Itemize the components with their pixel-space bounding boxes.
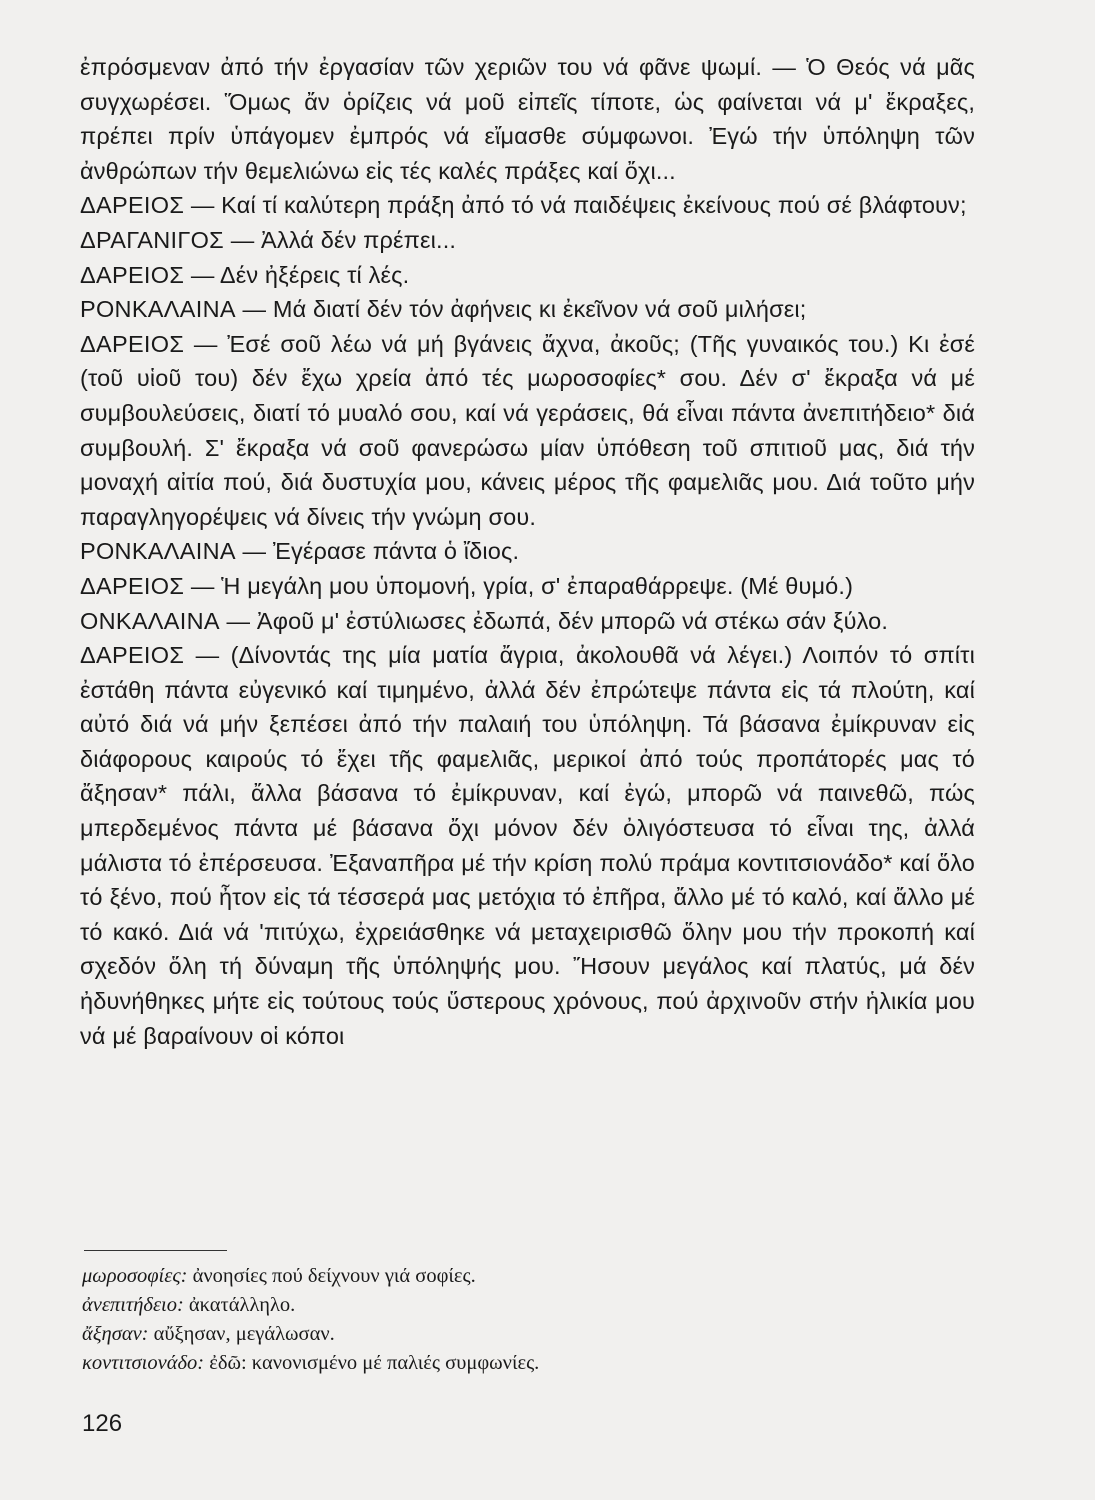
footnote <box>82 1320 962 1349</box>
footnote-divider <box>84 1250 227 1251</box>
paragraph-text: — Ἐγέρασε πάντα ὁ ἴδιος. <box>242 538 520 565</box>
paragraph-text: — Ἀφοῦ μ' ἐστύλιωσες ἐδωπά, δέν μπορῶ νά στέκω σάν ξύλο. <box>226 607 889 634</box>
footnote-term: ἄξησαν: <box>82 1323 149 1345</box>
footnote-definition: ἀκατάλληλο. <box>188 1294 296 1316</box>
footnote-definition: αὔξησαν, μεγάλωσαν. <box>153 1323 335 1345</box>
paragraph <box>80 604 975 639</box>
speaker-name: ΔΑΡΕΙΟΣ <box>80 261 185 288</box>
footnote <box>82 1349 962 1378</box>
paragraph-text: — Καί τί καλύτερη πράξη ἀπό τό νά παιδέψεις ἐκείνους πού σέ βλάφτουν; <box>190 192 967 219</box>
speaker-name: ΟΝΚΑΛΑΙΝΑ <box>80 607 220 634</box>
paragraph-text: ἐπρόσμεναν ἀπό τήν ἐργασίαν τῶν χεριῶν του νά φᾶνε ψωμί. — Ὁ Θεός νά μᾶς συγχωρέσει. Ὅμως ἄν ὁρίζεις νά μοῦ εἰπεῖς τίποτε, ὡς φαίνεται νά μ' ἔκραξες, πρέπει πρίν ὑπάγομεν ἐμπρός νά εἴμασθε σύμφωνοι. Ἐγώ τήν ὑπόληψη τῶν ἀνθρώπων τήν θεμελιώνω εἰς τές καλές πράξες καί ὄχι... <box>80 54 975 184</box>
paragraph <box>80 258 975 293</box>
footnote <box>82 1291 962 1320</box>
footnote-definition: ἐδῶ: κανονισμένο μέ παλιές συμφωνίες. <box>209 1352 540 1374</box>
page-number: 126 <box>82 1410 123 1437</box>
speaker-name: ΔΑΡΕΙΟΣ <box>80 642 185 669</box>
paragraph-text: — Ἡ μεγάλη μου ὑπομονή, γρία, σ' ἐπαραθάρρεψε. (Μέ θυμό.) <box>190 572 854 599</box>
paragraph <box>80 569 975 604</box>
play-text <box>80 50 975 1053</box>
paragraph-text: — Ἀλλά δέν πρέπει... <box>230 226 457 253</box>
footnotes <box>82 1262 962 1378</box>
speaker-name: ΔΡΑΓΑΝΙΓΟΣ <box>80 226 225 253</box>
paragraph-text: — Μά διατί δέν τόν ἀφήνεις κι ἐκεῖνον νά σοῦ μιλήσει; <box>242 296 807 323</box>
paragraph-text: — Ἐσέ σοῦ λέω νά μή βγάνεις ἄχνα, ἀκοῦς; (Τῆς γυναικός του.) Κι ἐσέ (τοῦ υἱοῦ του) δέν ἔχω χρεία ἀπό τές μωροσοφίες* σου. Δέν σ' ἔκραξα νά μέ συμβουλεύσεις, διατί τό μυαλό σου, καί νά γεράσεις, θά εἶναι πάντα ἀνεπιτήδειο* διά συμβουλή. Σ' ἔκραξα νά σοῦ φανερώσω μίαν ὑπόθεση τοῦ σπιτιοῦ μας, διά τήν μοναχή αἰτία πού, διά δυστυχία μου, κάνεις μέρος τῆς φαμελιᾶς μου. Διά τοῦτο μήν παραγληγορέψεις νά δίνεις τήν γνώμη σου. <box>80 330 975 530</box>
paragraph <box>80 292 975 327</box>
footnote-term: κοντιτσιονάδο: <box>82 1352 205 1374</box>
footnote-definition: ἀνοησίες πού δείχνουν γιά σοφίες. <box>192 1265 476 1287</box>
speaker-name: ΔΑΡΕΙΟΣ <box>80 330 185 357</box>
speaker-name: ΡΟΝΚΑΛΑΙΝΑ <box>80 538 236 565</box>
footnote <box>82 1262 962 1291</box>
paragraph <box>80 223 975 258</box>
footnote-term: ἀνεπιτήδειο: <box>82 1294 184 1316</box>
speaker-name: ΔΑΡΕΙΟΣ <box>80 572 185 599</box>
paragraph <box>80 638 975 1053</box>
speaker-name: ΡΟΝΚΑΛΑΙΝΑ <box>80 296 236 323</box>
paragraph <box>80 534 975 569</box>
footnote-term: μωροσοφίες: <box>82 1265 188 1287</box>
speaker-name: ΔΑΡΕΙΟΣ <box>80 192 185 219</box>
paragraph <box>80 188 975 223</box>
paragraph-text: — (Δίνοντάς της μία ματία ἄγρια, ἀκολουθᾶ νά λέγει.) Λοιπόν τό σπίτι ἐστάθη πάντα εὐγενικό καί τιμημένο, ἀλλά δέν ἐπρώτεψε πάντα εἰς τά πλούτη, καί αὐτό διά νά μήν ξεπέσει ἀπό τήν παλαιή του ὑπόληψη. Τά βάσανα ἐμίκρυναν εἰς διάφορους καιρούς τό ἔχει τῆς φαμελιᾶς, μερικοί ἀπό τούς προπάτορές μας τό ἄξησαν* πάλι, ἄλλα βάσανα τό ἐμίκρυναν, καί ἐγώ, μπορῶ νά παινεθῶ, πώς μπερδεμένος πάντα μέ βάσανα ὄχι μόνον δέν ὀλιγόστευσα τό εἶναι της, ἀλλά μάλιστα τό ἐπέρσευσα. Ἐξαναπῆρα μέ τήν κρίση πολύ πράμα κοντιτσιονάδο* καί ὅλο τό ξένο, πού ἦτον εἰς τά τέσσερά μας μετόχια τό ἐπῆρα, ἄλλο μέ τό καλό, καί ἄλλο μέ τό κακό. Διά νά 'πιτύχω, ἐχρειάσθηκε νά μεταχειρισθῶ ὅλην μου τήν προκοπή καί σχεδόν ὅλη τή δύναμη τῆς ὑπόληψής μου. Ἤσουν μεγάλος καί πλατύς, μά δέν ἠδυνήθηκες μήτε εἰς τούτους τούς ὕστερους χρόνους, πού ἀρχινοῦν στήν ἡλικία μου νά μέ βαραίνουν οἱ κόποι <box>80 642 975 1049</box>
paragraph <box>80 50 975 188</box>
paragraph <box>80 327 975 535</box>
paragraph-text: — Δέν ἠξέρεις τί λές. <box>190 261 410 288</box>
